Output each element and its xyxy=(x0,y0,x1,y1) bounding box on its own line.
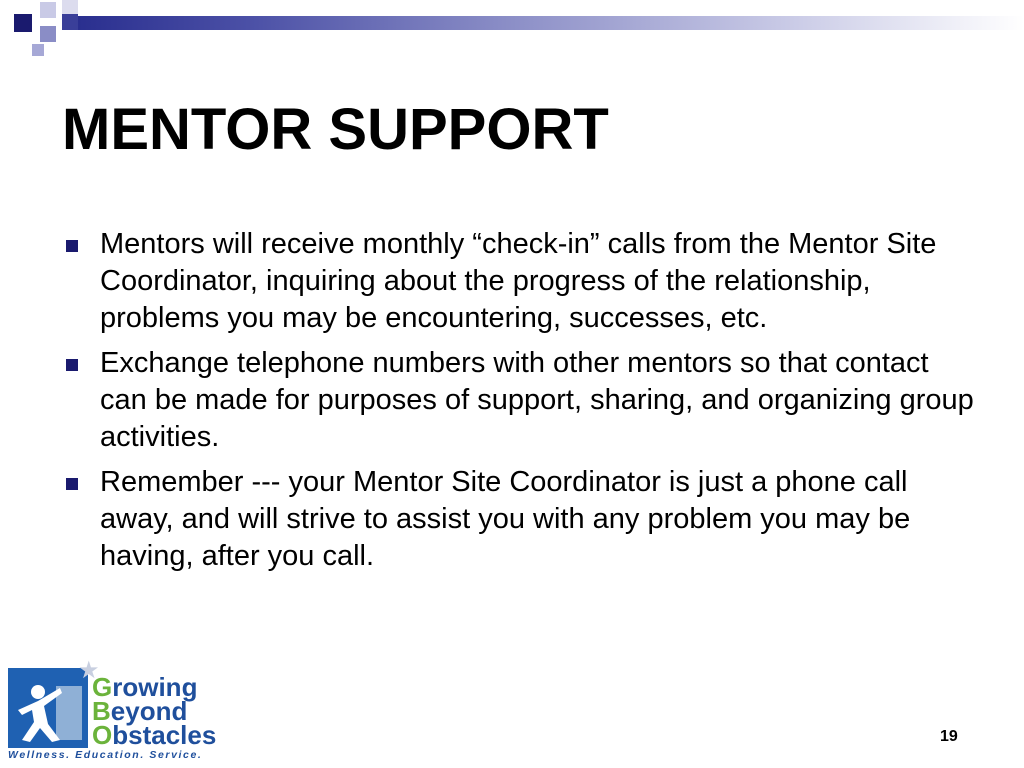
header-decoration xyxy=(0,0,1024,62)
decor-square-blue xyxy=(62,14,78,30)
logo-figure-icon xyxy=(8,668,88,748)
star-icon: ★ xyxy=(78,657,100,684)
bullet-text: Exchange telephone numbers with other mentors so that contact can be made for purposes of support, sharing, and organizing group activities. xyxy=(100,347,974,453)
organization-logo xyxy=(6,656,221,764)
slide-title: MENTOR SUPPORT xyxy=(62,97,609,162)
bullet-item xyxy=(62,345,982,456)
decor-square-small xyxy=(32,44,44,56)
bullet-text: Remember --- your Mentor Site Coordinator is just a phone call away, and will strive to assist you with any problem you may be having, after you call. xyxy=(100,466,911,572)
square-bullet-icon xyxy=(66,240,78,252)
logo-word-obstacles: Obstacles xyxy=(92,720,217,750)
bullet-item xyxy=(62,464,982,575)
logo-tagline: Wellness. Education. Service. xyxy=(8,749,203,761)
page-number: 19 xyxy=(940,728,958,745)
bullet-list xyxy=(62,226,982,583)
square-bullet-icon xyxy=(66,478,78,490)
decor-square-light xyxy=(40,2,56,18)
header-gradient-bar xyxy=(78,16,1024,30)
bullet-text: Mentors will receive monthly “check-in” calls from the Mentor Site Coordinator, inquiring about the progress of the relationship, problems you may be encountering, successes, etc. xyxy=(100,228,937,334)
logo-word-beyond: Beyond xyxy=(92,696,188,726)
decor-square-mid xyxy=(40,26,56,42)
logo-word-growing: Growing xyxy=(92,672,198,702)
square-bullet-icon xyxy=(66,359,78,371)
bullet-item xyxy=(62,226,982,337)
decor-square-navy xyxy=(14,14,32,32)
